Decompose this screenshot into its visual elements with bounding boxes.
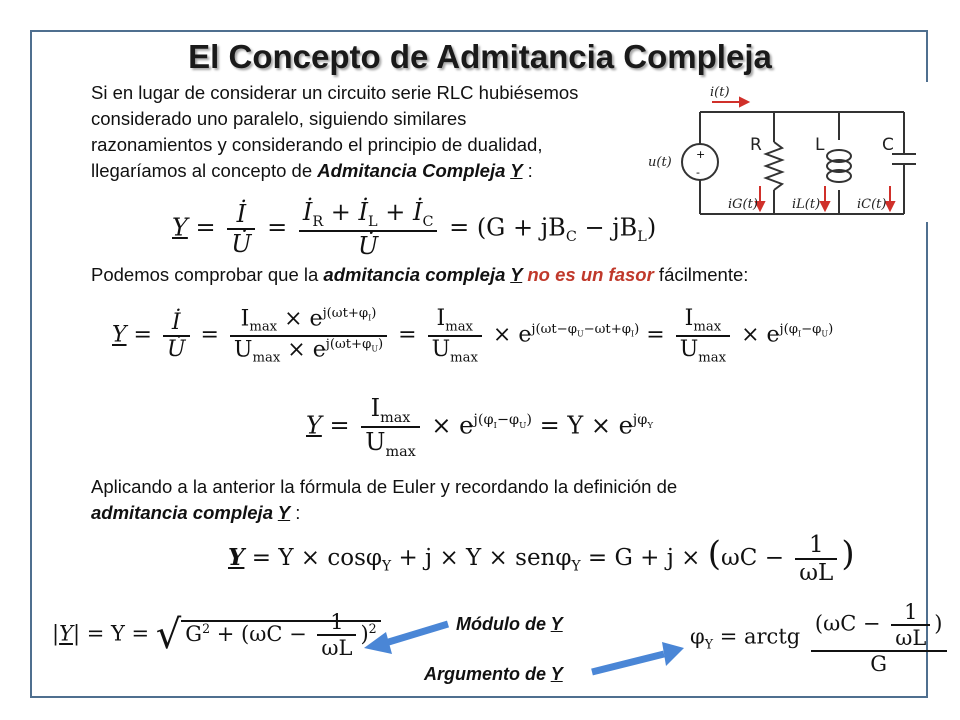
intro-paragraph [91,80,671,184]
argument-label: Argumento de Y [424,664,563,684]
arrows-layer [360,610,700,690]
intro-line-3: razonamientos y considerando el principio de dualidad, [91,134,543,155]
modulus-arrow [364,624,448,654]
svg-text:+: + [696,148,706,161]
c-label: C [882,135,894,155]
current-label: i(t) [710,85,730,100]
euler-paragraph: Aplicando a la anterior la fórmula de Euler y recordando la definición de admitancia compleja Y : [91,476,678,523]
svg-text:-: - [696,166,700,179]
source-label: u(t) [648,155,672,170]
equation-phasor-ratio: Y = $\frac{İ}{U̇}$ = $\frac{I_{max} \times e^{j(\omega t+\varphi_I)}}{U_{max} \times e^{j(\omega t+\varphi_U)}}$ = $\frac{I_{max}}{U_{max}}$ × $e^{j(\omega t-\varphi_U-\omega t+\varphi_I)}$ = $\frac{I_{max}}{U_{max}}$ × $e^{j(\varphi_I-\varphi_U)}$ [112,306,834,366]
ic-label: iC(t) [857,197,887,212]
r-label: R [750,135,762,155]
modulus-label: Módulo de Y [456,614,563,634]
check-paragraph: Podemos comprobar que la admitancia compleja Y no es un fasor fácilmente: [91,264,749,285]
argument-arrow [592,642,684,672]
rlc-parallel-circuit [632,82,932,222]
il-label: iL(t) [792,197,821,212]
equation-polar-form: Y = $\frac{I_{max}}{U_{max}}$ × $e^{j(\varphi_I-\varphi_U)} = Y \times e^{j\varphi_Y}$ [306,394,654,460]
equation-modulus: |Y| = Y = √ $G^2 + (\omega C$ − $\frac{1}{\omega L}$ )$^2$ [52,610,381,660]
intro-line-2: considerado uno paralelo, siguiendo similares [91,108,467,129]
ir-label: iG(t) [728,197,758,212]
intro-line-1: Si en lugar de considerar un circuito serie RLC hubiésemos [91,82,579,103]
slide-title: El Concepto de Admitancia Compleja [188,38,772,75]
equation-argument: $\varphi_Y$ = arctg (ωC − $\frac{1}{\omega L}$ ) G [690,600,951,676]
intro-line-4: llegaríamos al concepto de Admitancia Compleja Y : [91,160,533,181]
equation-admittance-definition: Y = $\frac{İ}{U̇}$ = $\frac{İ_R + İ_L + İ_C}{U̇}$ = $(G + jB_C - jB_L)$ [172,198,657,260]
equation-rectangular-form: Y = Y × cosφ$_Y$ + j × Y × senφ$_Y$ = G + j × (ωC − $\frac{1}{\omega L}$ ) [228,532,855,586]
l-label: L [815,135,825,155]
